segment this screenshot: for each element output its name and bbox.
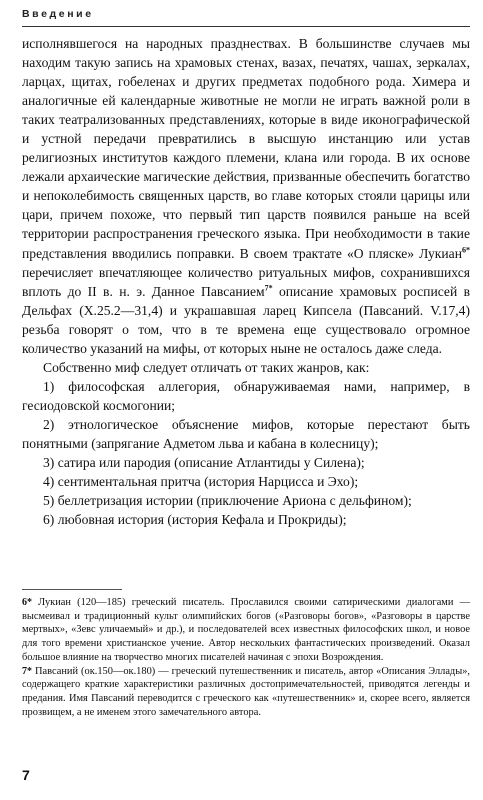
- footnote-7-mark: 7*: [22, 665, 32, 677]
- footnote-ref-7[interactable]: 7*: [264, 283, 273, 293]
- paragraph-1-part-2: перечисляет впечатляющее количество ритуальных мифов, сохранившихся вплоть до II в. н. э. Данное Павсанием: [22, 264, 470, 299]
- paragraph-2: Собственно миф следует отличать от таких жанров, как:: [43, 359, 370, 375]
- paragraph-1-part-1: исполнявшегося на народных празднествах. В большинстве случаев мы находим такую запись на храмовых стенах, вазах, печатях, чашах, зеркалах, ларцах, щитах, гобеленах и других предметах подобного рода. Химера и аналогичные ей календарные животные не могли не играть важной роли в таких театрализованных представлениях, которые в виде иконографической и устной передачи превратились в высшую инстанцию или устав религиозных институтов каждого племени, клана или города. В их основе лежали архаические магические действия, призванные обеспечить богатство и непоколебимость священных царств, во главе которых стояли царицы или цари, причем похоже, что первый тип царств появился раньше на всей территории распространения греческого языка. При необходимости в такие представления вводились поправки. В своем трактате «О пляске» Лукиан: [22, 36, 470, 261]
- footnote-rule: [22, 589, 122, 590]
- page-number: 7: [22, 767, 30, 783]
- running-header: Введение: [22, 8, 94, 20]
- header-rule: [22, 26, 470, 27]
- list-item-5: 5) беллетризация истории (приключение Ариона с дельфином);: [43, 493, 412, 509]
- footnote-6-mark: 6*: [22, 597, 32, 608]
- footnote-7-text: Павсаний (ок.150—ок.180) — греческий путешественник и писатель, автор «Описания Эллады», содержащего краткие характеристики различных достопримечательностей, приводятся легенды и предания. Имя Павсаний переводится с греческого как «путешественник» и, скорее всего, является прозвищем, а не именем этого замечательного автора.: [22, 665, 470, 718]
- list-item-6: 6) любовная история (история Кефала и Прокриды);: [43, 512, 347, 528]
- footnote-7: [22, 665, 470, 720]
- footnote-6: [22, 596, 470, 665]
- list-item-2: 2) этнологическое объяснение мифов, которые перестают быть понятными (запрягание Адметом льва и кабана в колесницу);: [22, 416, 470, 451]
- main-text: [22, 34, 470, 529]
- list-item-4: 4) сентиментальная притча (история Нарцисса и Эхо);: [43, 474, 359, 490]
- footnote-ref-6[interactable]: 6*: [462, 244, 470, 254]
- footnote-6-text: Лукиан (120—185) греческий писатель. Прославился своими сатирическими диалогами — высмеивал и традиционный культ олимпийских богов («Разговоры богов», «Разговоры в царстве мертвых», «Зевс уличаемый» и др.), и последователей всех известных философских школ, и новое для того времени христианское учение. Автор нескольких фантастических произведений. Оказал большое влияние на творчество многих писателей начиная с эпохи Возрождения.: [22, 597, 470, 663]
- paragraph-1-part-3: описание храмовых росписей в Дельфах (X.25.2—31,4) и украшавшая ларец Кипсела (Павсаний. V.17,4) резьба говорят о том, что в те времена еще существовало огромное количество указаний на мифы, от которых ныне не осталось даже следа.: [22, 283, 470, 356]
- paragraph-1: [22, 34, 470, 358]
- list-item-3: 3) сатира или пародия (описание Атлантиды у Силена);: [43, 455, 365, 471]
- footnotes: [22, 596, 470, 719]
- list-item-1: 1) философская аллегория, обнаруживаемая нами, например, в гесиодовской космогонии;: [22, 378, 470, 413]
